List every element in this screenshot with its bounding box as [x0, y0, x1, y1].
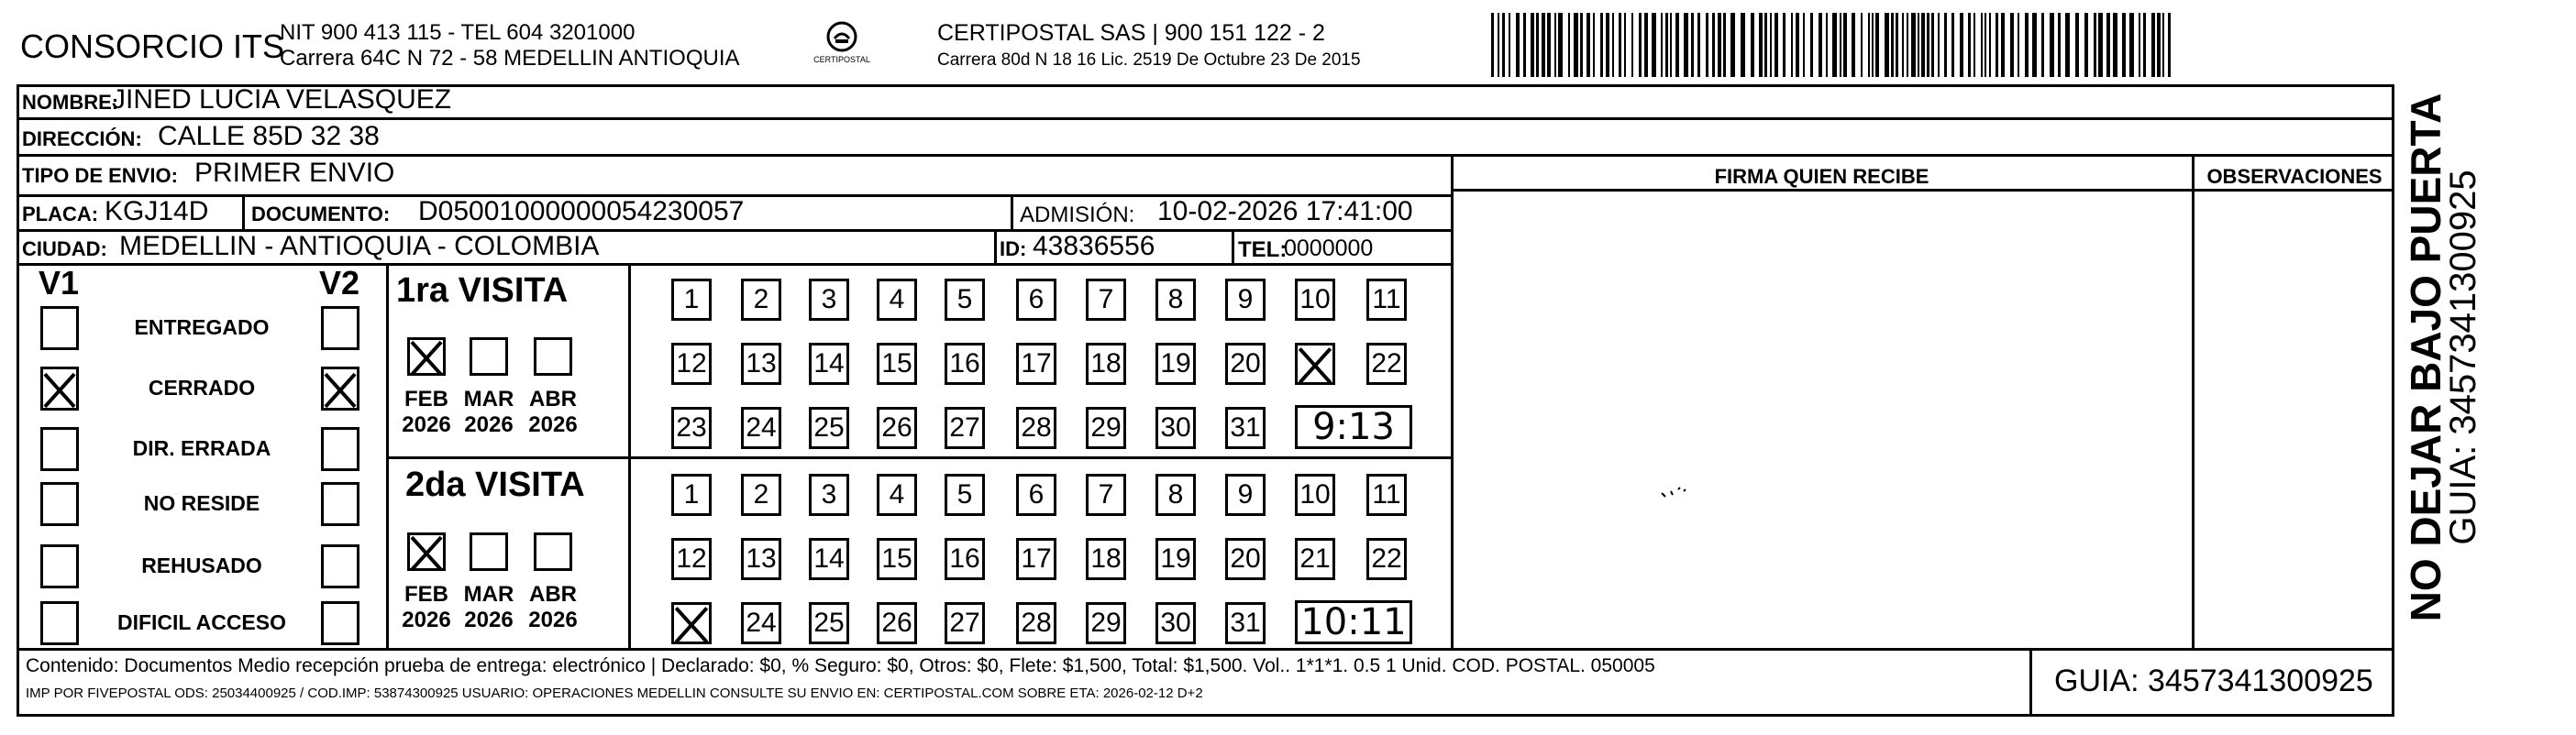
month-name: FEB: [404, 387, 448, 411]
courier-name: CERTIPOSTAL SAS | 900 151 122 - 2: [937, 20, 1325, 46]
visit2-day-29[interactable]: 29: [1086, 602, 1126, 644]
visit1-month-feb-checkbox[interactable]: [407, 337, 446, 376]
ciudad-value: MEDELLIN - ANTIOQUIA - COLOMBIA: [119, 231, 600, 261]
month-year: 2026: [402, 608, 451, 632]
v2-rehusado-checkbox[interactable]: [321, 544, 359, 588]
placa-label: PLACA:: [22, 203, 99, 225]
visit1-day-18[interactable]: 18: [1086, 343, 1126, 385]
visit2-day-17[interactable]: 17: [1016, 538, 1056, 580]
visit2-day-5[interactable]: 5: [945, 474, 985, 516]
visit1-day-16[interactable]: 16: [945, 343, 985, 385]
visit1-day-7[interactable]: 7: [1086, 279, 1126, 321]
v1-no-reside-checkbox[interactable]: [40, 482, 79, 526]
month-name: ABR: [529, 387, 577, 411]
v1-rehusado-checkbox[interactable]: [40, 544, 79, 588]
visit2-day-8[interactable]: 8: [1155, 474, 1196, 516]
visit2-month-feb-checkbox[interactable]: [407, 532, 446, 571]
visit2-day-3[interactable]: 3: [809, 474, 849, 516]
direccion-value: CALLE 85D 32 38: [158, 121, 380, 151]
placa-value: KGJ14D: [105, 196, 209, 226]
month-name: ABR: [529, 582, 577, 607]
visit2-day-25[interactable]: 25: [809, 602, 849, 644]
visit2-day-13[interactable]: 13: [741, 538, 781, 580]
visit2-day-18[interactable]: 18: [1086, 538, 1126, 580]
visit1-day-2[interactable]: 2: [741, 279, 781, 321]
sign-header: FIRMA QUIEN RECIBE: [1714, 165, 1929, 188]
v1-cerrado-checkbox[interactable]: [40, 367, 79, 411]
ciudad-label: CIUDAD:: [22, 237, 107, 260]
v1-header: V1: [39, 264, 80, 302]
tipo-label: TIPO DE ENVIO:: [22, 164, 178, 187]
visit1-day-22[interactable]: 22: [1366, 343, 1407, 385]
visit2-month-mar-checkbox[interactable]: [470, 532, 508, 571]
admision-label: ADMISIÓN:: [1020, 203, 1135, 227]
month-year: 2026: [528, 412, 578, 437]
visit2-day-11[interactable]: 11: [1366, 474, 1407, 516]
company-name: CONSORCIO ITS: [20, 27, 285, 65]
nombre-label: NOMBRE:: [22, 91, 119, 114]
v2-header: V2: [319, 264, 360, 302]
visit1-day-3[interactable]: 3: [809, 279, 849, 321]
visit2-title: 2da VISITA: [405, 466, 585, 504]
status-label: REHUSADO: [141, 554, 262, 577]
visit2-day-20[interactable]: 20: [1225, 538, 1266, 580]
visit1-day-20[interactable]: 20: [1225, 343, 1266, 385]
v1-entregado-checkbox[interactable]: [40, 306, 79, 350]
visit2-day-14[interactable]: 14: [809, 538, 849, 580]
company-nit: NIT 900 413 115 - TEL 604 3201000: [280, 20, 636, 45]
visit1-month-label: [457, 387, 521, 438]
v2-cerrado-checkbox[interactable]: [321, 367, 359, 411]
visit2-day-6[interactable]: 6: [1016, 474, 1056, 516]
visit1-day-8[interactable]: 8: [1155, 279, 1196, 321]
side-warning: NO DEJAR BAJO PUERTA: [2402, 93, 2449, 622]
visit1-day-14[interactable]: 14: [809, 343, 849, 385]
visit2-day-1[interactable]: 1: [671, 474, 712, 516]
month-year: 2026: [464, 412, 514, 437]
v1-dificil-acceso-checkbox[interactable]: [40, 601, 79, 645]
logo-text: CERTIPOSTAL: [813, 55, 870, 64]
tipo-value: PRIMER ENVIO: [194, 158, 395, 188]
status-label: NO RESIDE: [143, 491, 260, 515]
status-label: CERRADO: [148, 376, 256, 400]
v1-dir-errada-checkbox[interactable]: [40, 427, 79, 471]
v2-dir-errada-checkbox[interactable]: [321, 427, 359, 471]
visit2-month-label: [394, 582, 459, 633]
visit2-day-12[interactable]: 12: [671, 538, 712, 580]
visit1-title: 1ra VISITA: [396, 271, 569, 310]
company-address: Carrera 64C N 72 - 58 MEDELLIN ANTIOQUIA: [280, 46, 740, 71]
visit1-day-19[interactable]: 19: [1155, 343, 1196, 385]
visit2-day-16[interactable]: 16: [945, 538, 985, 580]
side-guia: GUIA: 3457341300925: [2443, 170, 2483, 545]
visit1-day-24[interactable]: 24: [741, 407, 781, 449]
admision-value: 10-02-2026 17:41:00: [1157, 196, 1413, 226]
documento-label: DOCUMENTO:: [251, 203, 391, 225]
month-name: MAR: [463, 387, 514, 411]
visit1-day-9[interactable]: 9: [1225, 279, 1266, 321]
visit2-time-field[interactable]: 10:11: [1295, 600, 1412, 644]
header: [0, 0, 2403, 87]
month-year: 2026: [402, 412, 451, 437]
visit1-month-label: [394, 387, 459, 438]
courier-address: Carrera 80d N 18 16 Lic. 2519 De Octubre 23 De 2015: [937, 50, 1361, 70]
footer-imp: IMP POR FIVEPOSTAL ODS: 25034400925 / COD.IMP: 53874300925 USUARIO: OPERACIONES MEDELLIN CONSULTE SU ENVIO EN: CERTIPOSTAL.COM SOBRE ETA: 2026-02-12 D+2: [26, 686, 1203, 701]
visit2-day-15[interactable]: 15: [877, 538, 917, 580]
visit1-day-27[interactable]: 27: [945, 407, 985, 449]
month-name: MAR: [463, 582, 514, 607]
visit2-day-23[interactable]: [671, 602, 712, 644]
visit1-day-29[interactable]: 29: [1086, 407, 1126, 449]
visit2-day-27[interactable]: 27: [945, 602, 985, 644]
visit2-day-31[interactable]: 31: [1225, 602, 1266, 644]
month-year: 2026: [464, 608, 514, 632]
tel-value: 0000000: [1284, 236, 1374, 261]
visit2-day-30[interactable]: 30: [1155, 602, 1196, 644]
nombre-value: JINED LUCIA VELASQUEZ: [112, 84, 452, 115]
footer-contenido: Contenido: Documentos Medio recepción prueba de entrega: electrónico | Declarado: $0, % Seguro: $0, Otros: $0, Flete: $1,500, Total: $1,500. Vol.. 1*1*1. 0.5 1 Unid. COD. POSTAL. 050005: [26, 655, 1655, 676]
status-label: ENTREGADO: [134, 315, 270, 339]
visit1-month-abr-checkbox[interactable]: [534, 337, 572, 376]
visit1-day-12[interactable]: 12: [671, 343, 712, 385]
visit2-day-22[interactable]: 22: [1366, 538, 1407, 580]
visit1-day-31[interactable]: 31: [1225, 407, 1266, 449]
id-value: 43836556: [1033, 231, 1155, 261]
visit2-month-label: [521, 582, 585, 633]
visit2-day-26[interactable]: 26: [877, 602, 917, 644]
barcode: [1491, 13, 2175, 77]
visit1-day-10[interactable]: 10: [1295, 279, 1335, 321]
visit1-day-23[interactable]: 23: [671, 407, 712, 449]
documento-value: D05001000000054230057: [418, 196, 745, 226]
visit1-day-26[interactable]: 26: [877, 407, 917, 449]
signature-marks: [1660, 484, 1697, 502]
visit2-day-9[interactable]: 9: [1225, 474, 1266, 516]
visit1-day-28[interactable]: 28: [1016, 407, 1056, 449]
obs-header: OBSERVACIONES: [2206, 165, 2383, 188]
id-label: ID:: [1000, 237, 1027, 260]
v2-entregado-checkbox[interactable]: [321, 306, 359, 350]
visit1-day-30[interactable]: 30: [1155, 407, 1196, 449]
footer-guia: GUIA: 3457341300925: [2054, 664, 2373, 698]
month-year: 2026: [528, 608, 578, 632]
visit1-day-5[interactable]: 5: [945, 279, 985, 321]
visit1-day-15[interactable]: 15: [877, 343, 917, 385]
certipostal-logo-icon: [805, 18, 879, 73]
status-label: DIR. ERRADA: [132, 436, 271, 460]
visit1-month-label: [521, 387, 585, 438]
visit2-day-24[interactable]: 24: [741, 602, 781, 644]
visit2-day-2[interactable]: 2: [741, 474, 781, 516]
visit1-month-mar-checkbox[interactable]: [470, 337, 508, 376]
visit2-day-4[interactable]: 4: [877, 474, 917, 516]
visit1-day-6[interactable]: 6: [1016, 279, 1056, 321]
v2-dificil-acceso-checkbox[interactable]: [321, 601, 359, 645]
visit2-month-label: [457, 582, 521, 633]
tel-label: TEL:: [1238, 237, 1288, 262]
visit1-day-17[interactable]: 17: [1016, 343, 1056, 385]
visit2-day-28[interactable]: 28: [1016, 602, 1056, 644]
visit2-month-abr-checkbox[interactable]: [534, 532, 572, 571]
v2-no-reside-checkbox[interactable]: [321, 482, 359, 526]
visit2-day-10[interactable]: 10: [1295, 474, 1335, 516]
visit1-time-field[interactable]: 9:13: [1295, 405, 1412, 449]
visit1-day-4[interactable]: 4: [877, 279, 917, 321]
visit2-day-19[interactable]: 19: [1155, 538, 1196, 580]
visit2-day-7[interactable]: 7: [1086, 474, 1126, 516]
month-name: FEB: [404, 582, 448, 607]
direccion-label: DIRECCIÓN:: [22, 127, 142, 150]
visit1-day-21[interactable]: [1295, 343, 1335, 385]
visit1-day-11[interactable]: 11: [1366, 279, 1407, 321]
status-label: DIFICIL ACCESO: [116, 610, 286, 634]
visit1-day-13[interactable]: 13: [741, 343, 781, 385]
visit1-day-25[interactable]: 25: [809, 407, 849, 449]
visit2-day-21[interactable]: 21: [1295, 538, 1335, 580]
visit1-day-1[interactable]: 1: [671, 279, 712, 321]
